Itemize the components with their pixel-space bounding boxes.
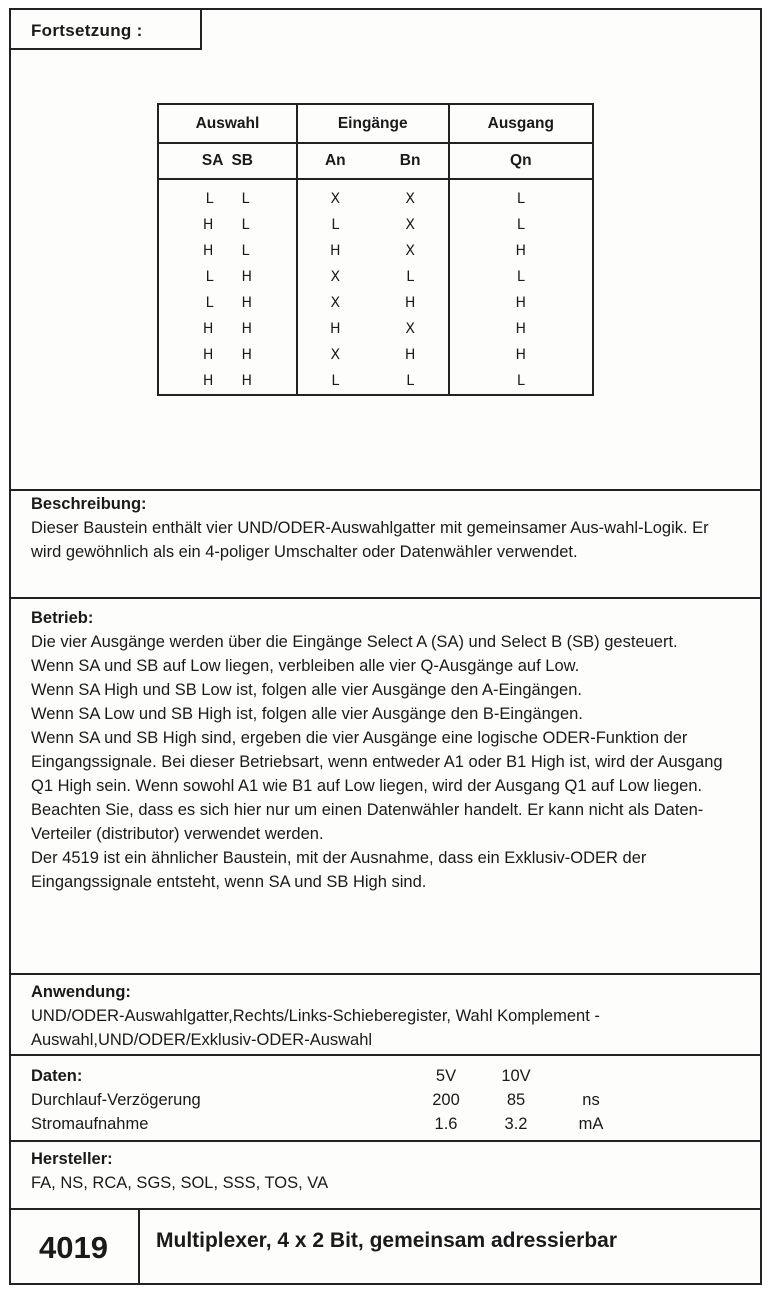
beschreibung-title: Beschreibung: xyxy=(31,495,147,513)
anwendung-text: UND/ODER-Auswahlgatter,Rechts/Links-Schieberegister, Wahl Komplement -Auswahl,UND/ODER/Exklusiv-ODER-Auswahl xyxy=(31,1007,600,1049)
cell-qn: H xyxy=(515,243,527,259)
cell-sb: H xyxy=(227,316,296,342)
truth-table-row xyxy=(158,316,593,342)
truth-table-row xyxy=(158,238,593,264)
cell-sb: L xyxy=(227,238,296,264)
truth-table-row xyxy=(158,290,593,316)
cell-an: L xyxy=(331,217,340,233)
cell-bn: L xyxy=(373,368,449,395)
anwendung-title: Anwendung: xyxy=(31,983,131,1001)
cell-sb: H xyxy=(227,290,296,316)
section-daten xyxy=(31,1064,731,1136)
cell-bn: X xyxy=(373,212,449,238)
daten-unit: mA xyxy=(578,1115,604,1133)
hersteller-title: Hersteller: xyxy=(31,1150,113,1168)
divider xyxy=(9,1140,762,1142)
col-sb: SB xyxy=(227,143,296,179)
cell-sa: H xyxy=(202,347,214,363)
cell-sb: H xyxy=(227,264,296,290)
cell-sb: L xyxy=(227,212,296,238)
daten-label: Durchlauf-Verzögerung xyxy=(31,1091,201,1109)
cell-bn: L xyxy=(373,264,449,290)
truth-table-row xyxy=(158,212,593,238)
divider xyxy=(9,1054,762,1056)
daten-label: Stromaufnahme xyxy=(31,1115,149,1133)
cell-sa: H xyxy=(202,321,214,337)
cell-an: X xyxy=(330,295,341,311)
cell-qn: L xyxy=(516,373,525,389)
betrieb-paragraph: Wenn SA Low und SB High ist, folgen alle vier Ausgänge den B-Eingängen. xyxy=(31,705,583,723)
betrieb-paragraph: Der 4519 ist ein ähnlicher Baustein, mit der Ausnahme, dass ein Exklusiv-ODER der Eingangssignale entsteht, wenn SA und SB High sind. xyxy=(31,849,647,891)
cell-sa: H xyxy=(202,373,214,389)
daten-row xyxy=(31,1112,731,1136)
cell-an: X xyxy=(330,269,341,285)
cell-an: H xyxy=(330,321,341,337)
section-hersteller xyxy=(31,1147,742,1195)
section-anwendung xyxy=(31,980,742,1052)
daten-col-5v: 5V xyxy=(435,1067,457,1085)
cell-an: H xyxy=(330,243,341,259)
daten-unit: ns xyxy=(582,1091,600,1109)
cell-qn: H xyxy=(515,295,527,311)
betrieb-title: Betrieb: xyxy=(31,609,94,627)
betrieb-paragraph: Wenn SA und SB High sind, ergeben die vier Ausgänge eine logische ODER-Funktion der Eingangssignale. Bei dieser Betriebsart, wenn entweder A1 oder B1 High ist, wird der Ausgang Q1 High sein. Wenn sowohl A1 wie B1 auf Low liegen, wird der Ausgang Q1 auf Low liegen. xyxy=(31,729,723,795)
truth-table xyxy=(157,103,594,396)
beschreibung-text: Dieser Baustein enthält vier UND/ODER-Auswahlgatter mit gemeinsamer Aus-wahl-Logik. Er wird gewöhnlich als ein 4-poliger Umschalter oder Datenwähler verwendet. xyxy=(31,519,709,561)
cell-sb: H xyxy=(227,342,296,368)
cell-sa: L xyxy=(205,295,214,311)
cell-sb: H xyxy=(227,368,296,395)
cell-bn: H xyxy=(373,342,449,368)
divider xyxy=(9,489,762,491)
daten-value-10v: 3.2 xyxy=(504,1115,528,1133)
daten-value-5v: 200 xyxy=(432,1091,460,1109)
section-beschreibung xyxy=(31,492,742,564)
truth-table-row xyxy=(158,264,593,290)
continued-label: Fortsetzung : xyxy=(9,8,202,50)
cell-bn: H xyxy=(373,290,449,316)
col-sa: SA xyxy=(158,143,227,179)
part-number: 4019 xyxy=(9,1210,140,1285)
cell-bn: X xyxy=(373,238,449,264)
betrieb-paragraph: Beachten Sie, dass es sich hier nur um einen Datenwähler handelt. Er kann nicht als Daten-Verteiler (distributor) verwendet werden. xyxy=(31,801,704,843)
section-betrieb xyxy=(31,606,742,894)
betrieb-paragraph: Die vier Ausgänge werden über die Eingänge Select A (SA) und Select B (SB) gesteuert. xyxy=(31,633,678,651)
cell-an: X xyxy=(330,347,341,363)
truth-table-row xyxy=(158,342,593,368)
cell-bn: X xyxy=(373,179,449,212)
col-qn: Qn xyxy=(449,143,593,179)
cell-qn: H xyxy=(515,347,527,363)
truth-table-row xyxy=(158,179,593,212)
part-title: Multiplexer, 4 x 2 Bit, gemeinsam adressierbar xyxy=(156,1229,618,1252)
hersteller-text: FA, NS, RCA, SGS, SOL, SSS, TOS, VA xyxy=(31,1174,329,1192)
cell-bn: X xyxy=(373,316,449,342)
daten-row xyxy=(31,1088,731,1112)
cell-qn: L xyxy=(516,191,525,207)
header-ausgang: Ausgang xyxy=(449,104,593,143)
col-bn: Bn xyxy=(373,143,449,179)
divider xyxy=(9,973,762,975)
cell-sa: L xyxy=(205,269,214,285)
cell-sa: H xyxy=(202,243,214,259)
betrieb-paragraph: Wenn SA High und SB Low ist, folgen alle vier Ausgänge den A-Eingängen. xyxy=(31,681,582,699)
cell-qn: H xyxy=(515,321,527,337)
cell-sa: H xyxy=(202,217,214,233)
cell-qn: L xyxy=(516,269,525,285)
divider xyxy=(9,597,762,599)
daten-col-10v: 10V xyxy=(501,1067,531,1085)
header-eingaenge: Eingänge xyxy=(297,104,449,143)
cell-sa: L xyxy=(205,191,214,207)
col-an: An xyxy=(297,143,373,179)
cell-qn: L xyxy=(516,217,525,233)
truth-table-row xyxy=(158,368,593,395)
daten-title: Daten: xyxy=(31,1067,83,1085)
daten-value-5v: 1.6 xyxy=(434,1115,458,1133)
cell-sb: L xyxy=(227,179,296,212)
betrieb-paragraph: Wenn SA und SB auf Low liegen, verbleiben alle vier Q-Ausgänge auf Low. xyxy=(31,657,580,675)
cell-an: L xyxy=(331,373,340,389)
header-auswahl: Auswahl xyxy=(158,104,297,143)
cell-an: X xyxy=(330,191,341,207)
daten-value-10v: 85 xyxy=(506,1091,526,1109)
